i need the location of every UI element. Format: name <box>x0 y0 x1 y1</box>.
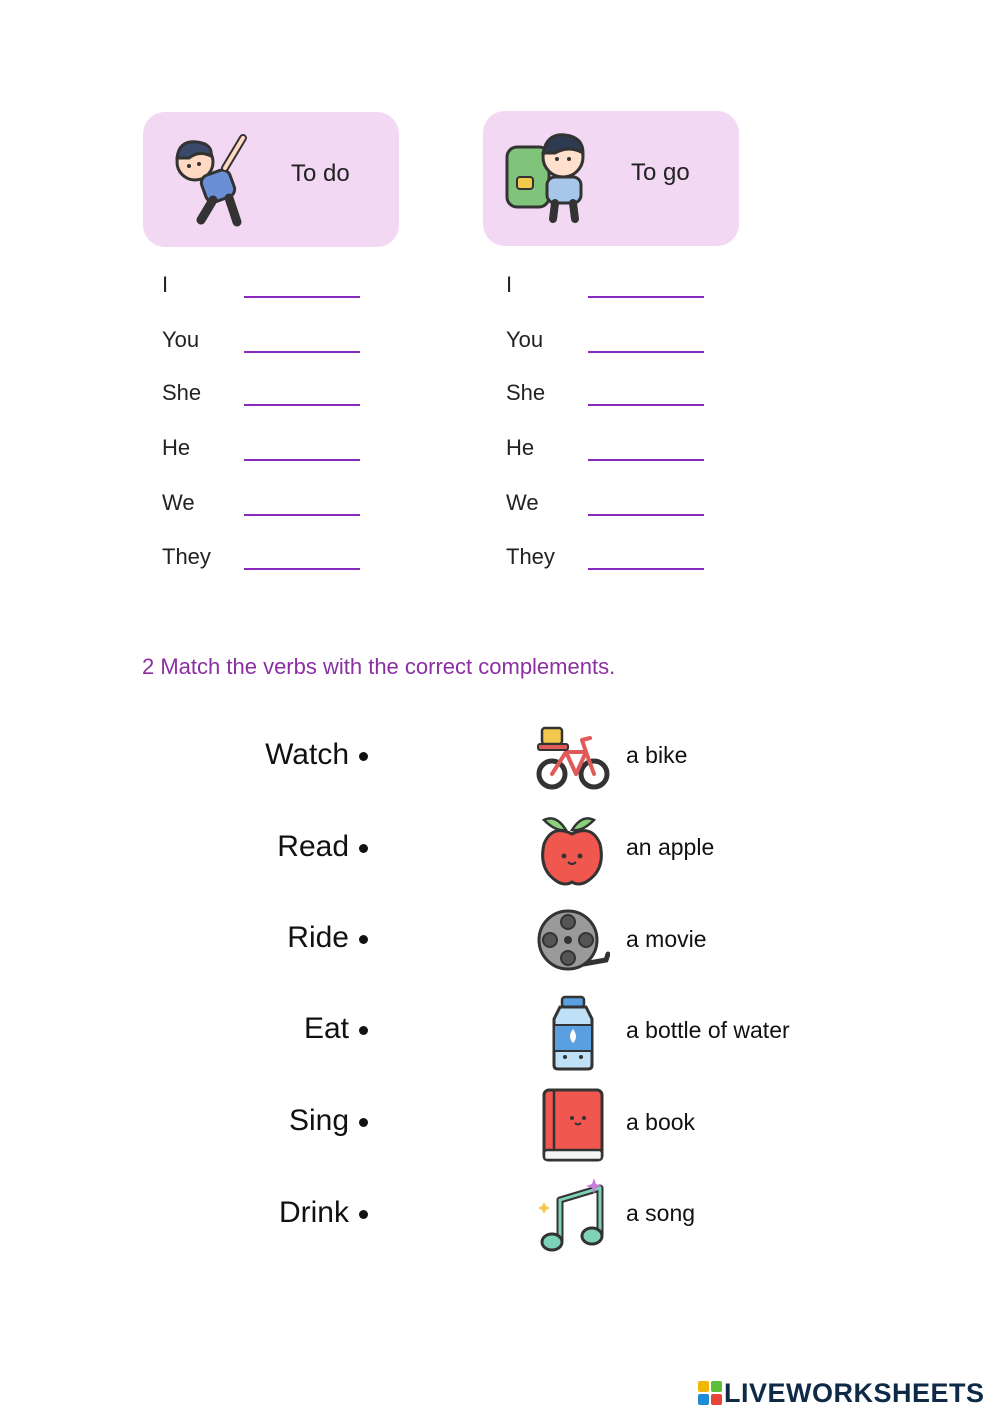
pronoun-label: You <box>162 327 200 352</box>
complement-label[interactable]: a book <box>626 1109 696 1135</box>
conjugation-row <box>162 435 382 465</box>
verb-drink[interactable] <box>279 1196 368 1230</box>
verb-eat[interactable] <box>304 1012 368 1046</box>
film-reel-icon <box>536 908 610 974</box>
match-dot[interactable] <box>359 752 368 761</box>
pronoun-label: She <box>162 380 202 405</box>
verb-ride[interactable] <box>287 921 368 955</box>
verb-label: Drink <box>278 1196 349 1229</box>
card-title: To do <box>291 160 350 187</box>
complement-label[interactable]: a bike <box>626 742 688 768</box>
verb-watch[interactable] <box>265 738 368 772</box>
verb-label: Sing <box>288 1104 349 1137</box>
answer-blank[interactable] <box>588 568 704 570</box>
conjugation-row <box>162 544 382 574</box>
conjugation-row <box>506 380 726 410</box>
answer-blank[interactable] <box>244 514 360 516</box>
conjugation-row <box>162 490 382 520</box>
complement-label[interactable]: a bottle of water <box>626 1017 790 1043</box>
conjugation-row <box>506 272 726 302</box>
answer-blank[interactable] <box>244 459 360 461</box>
card-to-go <box>483 111 739 246</box>
pronoun-label: I <box>162 272 169 297</box>
match-dot[interactable] <box>359 1210 368 1219</box>
conjugation-row <box>506 435 726 465</box>
complement-label[interactable]: a movie <box>626 926 707 952</box>
pronoun-label: They <box>162 544 211 569</box>
music-note-icon <box>536 1178 610 1254</box>
liveworksheets-logo-icon <box>698 1381 722 1405</box>
verb-label: Eat <box>303 1012 349 1045</box>
book-icon <box>536 1088 610 1162</box>
answer-blank[interactable] <box>244 404 360 406</box>
pronoun-label: He <box>162 435 191 460</box>
answer-blank[interactable] <box>244 568 360 570</box>
conjugation-row <box>162 327 382 357</box>
logo-text: LIVEWORKSHEETS <box>724 1377 985 1408</box>
verb-label: Watch <box>265 738 349 771</box>
conjugation-row <box>162 272 382 302</box>
verb-read[interactable] <box>277 830 368 864</box>
complement-label[interactable]: an apple <box>626 834 715 860</box>
match-dot[interactable] <box>359 844 368 853</box>
answer-blank[interactable] <box>244 351 360 353</box>
pronoun-label: She <box>506 380 546 405</box>
match-dot[interactable] <box>359 1118 368 1127</box>
answer-blank[interactable] <box>588 514 704 516</box>
exercise-instruction: 2 Match the verbs with the correct complements. <box>142 654 616 679</box>
pronoun-label: We <box>162 490 195 515</box>
pronoun-label: They <box>506 544 555 569</box>
card-to-do <box>143 112 399 247</box>
pronoun-label: You <box>506 327 544 352</box>
answer-blank[interactable] <box>588 296 704 298</box>
kid-with-backpack-icon <box>503 127 603 227</box>
match-dot[interactable] <box>359 1026 368 1035</box>
stretching-kid-icon <box>163 128 263 228</box>
liveworksheets-logo <box>698 1378 985 1408</box>
match-dot[interactable] <box>359 935 368 944</box>
answer-blank[interactable] <box>588 351 704 353</box>
answer-blank[interactable] <box>588 459 704 461</box>
conjugation-row <box>506 327 726 357</box>
complement-label[interactable]: a song <box>626 1200 696 1226</box>
pronoun-label: He <box>506 435 535 460</box>
pronoun-label: I <box>506 272 513 297</box>
card-title: To go <box>631 159 690 186</box>
bike-icon <box>536 726 610 792</box>
verb-label: Read <box>277 830 349 863</box>
conjugation-row <box>506 544 726 574</box>
water-bottle-icon <box>536 995 610 1071</box>
answer-blank[interactable] <box>588 404 704 406</box>
apple-icon <box>536 812 610 888</box>
pronoun-label: We <box>506 490 539 515</box>
conjugation-row <box>162 380 382 410</box>
verb-sing[interactable] <box>289 1104 368 1138</box>
conjugation-row <box>506 490 726 520</box>
answer-blank[interactable] <box>244 296 360 298</box>
verb-label: Ride <box>287 921 349 954</box>
